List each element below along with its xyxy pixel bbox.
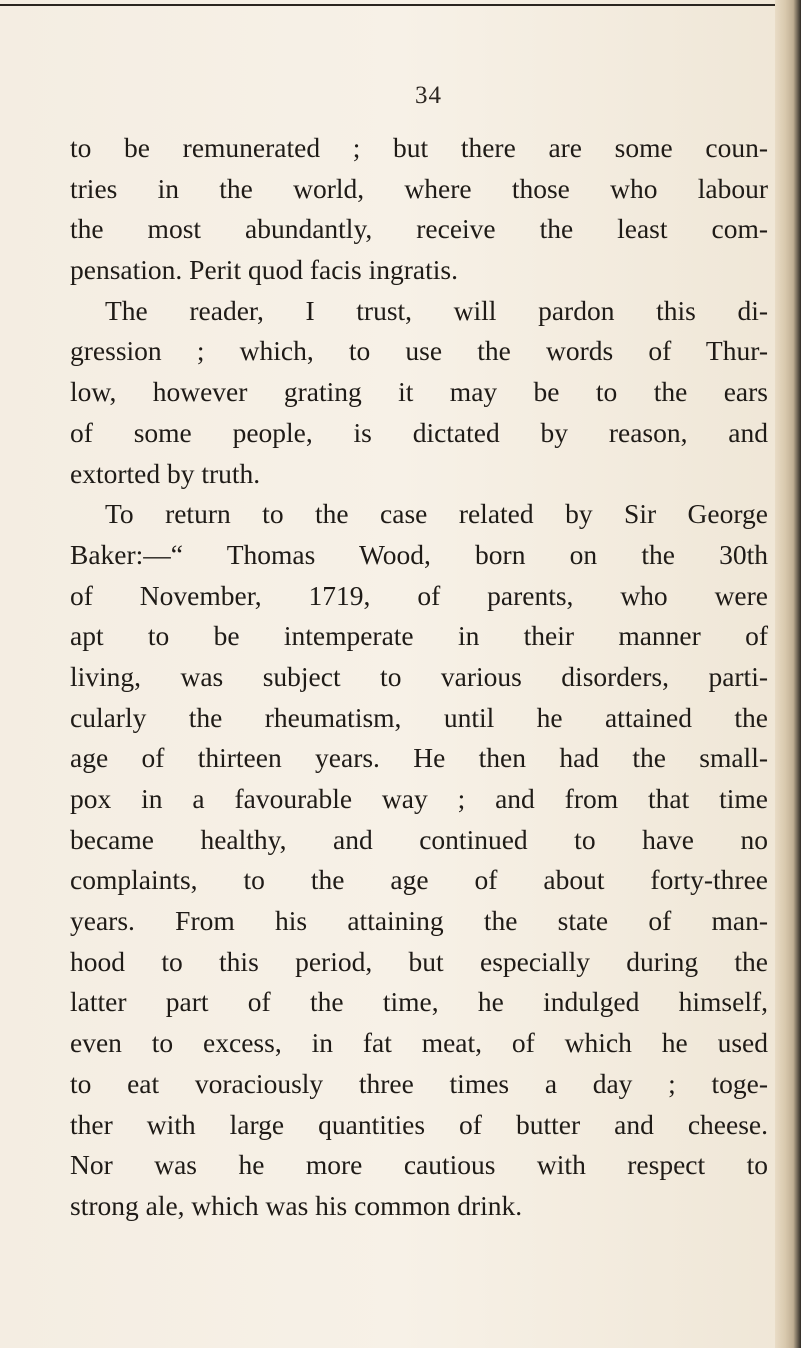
body-text [70, 128, 768, 1227]
text-line: age of thirteen years. He then had the small- [70, 742, 768, 774]
text-line: cularly the rheumatism, until he attained the [70, 701, 768, 733]
text-line: Nor was he more cautious with respect to [70, 1149, 768, 1181]
text-line: gression ; which, to use the words of Thur- [70, 335, 768, 367]
text-line: pensation. Perit quod facis ingratis. [70, 254, 458, 286]
text-line: of November, 1719, of parents, who were [70, 579, 768, 611]
text-line: low, however grating it may be to the ears [70, 376, 768, 408]
text-line: to be remunerated ; but there are some coun- [70, 132, 768, 163]
text-line: extorted by truth. [70, 457, 261, 489]
page-binding-edge [775, 0, 801, 1348]
text-line: ther with large quantities of butter and cheese. [70, 1108, 768, 1140]
text-line: pox in a favourable way ; and from that time [70, 783, 768, 814]
text-line: hood to this period, but especially during the [70, 945, 768, 977]
text-line: Baker:—“ Thomas Wood, born on the 30th [70, 538, 768, 570]
text-line: years. From his attaining the state of man- [70, 905, 768, 937]
text-line: complaints, to the age of about forty-three [70, 864, 768, 896]
text-line: became healthy, and continued to have no [70, 823, 768, 855]
text-line: living, was subject to various disorders, parti- [70, 660, 768, 692]
text-line: the most abundantly, receive the least com- [70, 213, 768, 245]
text-line: to eat voraciously three times a day ; toge- [70, 1067, 768, 1099]
text-line: even to excess, in fat meat, of which he used [70, 1027, 768, 1059]
page-top-edge [0, 4, 801, 6]
text-line: tries in the world, where those who labour [70, 172, 768, 204]
text-line: latter part of the time, he indulged himself, [70, 986, 768, 1018]
text-line: To return to the case related by Sir George [105, 498, 768, 530]
text-line: strong ale, which was his common drink. [70, 1189, 523, 1221]
text-line: The reader, I trust, will pardon this di- [105, 294, 768, 326]
text-line: apt to be intemperate in their manner of [70, 620, 768, 652]
text-line: of some people, is dictated by reason, and [70, 416, 768, 448]
page-number: 34 [415, 82, 442, 109]
